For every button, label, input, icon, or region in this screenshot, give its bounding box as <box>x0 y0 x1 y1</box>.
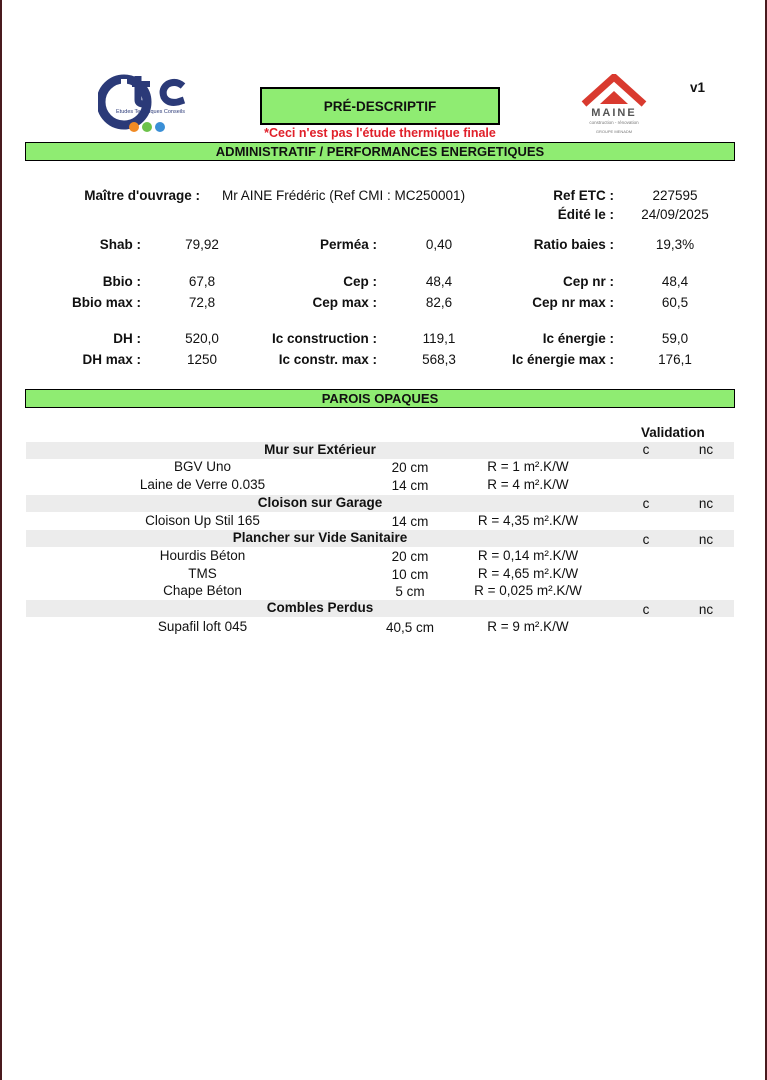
material-name: BGV Uno <box>173 459 232 474</box>
validation-c[interactable]: c <box>642 532 650 547</box>
material-resistance: R = 9 m².K/W <box>487 619 569 634</box>
maine-roof-icon <box>580 74 648 108</box>
ic-constr-max-value: 568,3 <box>422 352 456 367</box>
ic-energie-value: 59,0 <box>661 331 689 346</box>
disclaimer-note: *Ceci n'est pas l'étude thermique finale <box>264 126 496 140</box>
ref-etc-value: 227595 <box>652 188 698 203</box>
etc-logo-graphic <box>98 70 192 134</box>
validation-c[interactable]: c <box>642 602 650 617</box>
validation-c[interactable]: c <box>642 442 650 457</box>
ref-etc-label: Ref ETC : <box>553 188 614 203</box>
cep-max-value: 82,6 <box>425 295 453 310</box>
cep-nr-value: 48,4 <box>661 274 689 289</box>
group-title: Combles Perdus <box>266 600 374 615</box>
owner-value: Mr AINE Frédéric (Ref CMI : MC250001) <box>222 188 466 203</box>
material-thickness: 20 cm <box>391 460 429 475</box>
ic-energie-max-label: Ic énergie max : <box>511 352 614 367</box>
owner-label: Maître d'ouvrage : <box>84 188 200 203</box>
material-resistance: R = 4 m².K/W <box>487 477 569 492</box>
ic-construction-label: Ic construction : <box>271 331 377 346</box>
section-admin-title: ADMINISTRATIF / PERFORMANCES ENERGETIQUES <box>25 142 735 161</box>
material-name: Supafil loft 045 <box>157 619 248 634</box>
validation-header: Validation <box>641 425 705 440</box>
edited-value: 24/09/2025 <box>641 207 709 222</box>
validation-nc[interactable]: nc <box>698 532 714 547</box>
ic-energie-max-value: 176,1 <box>658 352 692 367</box>
maine-logo-name: MAINE <box>591 107 637 119</box>
material-resistance: R = 0,14 m².K/W <box>477 548 579 563</box>
shab-label: Shab : <box>99 237 141 252</box>
material-thickness: 40,5 cm <box>385 620 435 635</box>
material-name: Cloison Up Stil 165 <box>145 513 260 528</box>
material-thickness: 14 cm <box>391 478 429 493</box>
page-edge-left <box>0 0 2 1080</box>
dh-max-value: 1250 <box>186 352 218 367</box>
dh-max-label: DH max : <box>82 352 141 367</box>
dh-value: 520,0 <box>185 331 219 346</box>
material-thickness: 5 cm <box>395 584 425 599</box>
validation-nc[interactable]: nc <box>698 496 714 511</box>
material-thickness: 20 cm <box>391 549 429 564</box>
validation-c[interactable]: c <box>642 496 650 511</box>
material-name: Chape Béton <box>163 583 242 598</box>
validation-nc[interactable]: nc <box>698 602 714 617</box>
group-title: Cloison sur Garage <box>257 495 383 510</box>
bbio-max-value: 72,8 <box>188 295 216 310</box>
maine-logo-tagline: construction - rénovation <box>589 120 639 125</box>
maine-logo <box>580 74 648 138</box>
permea-label: Perméa : <box>319 237 377 252</box>
ic-constr-max-label: Ic constr. max : <box>278 352 377 367</box>
material-resistance: R = 1 m².K/W <box>487 459 569 474</box>
validation-nc[interactable]: nc <box>698 442 714 457</box>
cep-nr-max-value: 60,5 <box>661 295 689 310</box>
etc-logo-tagline: Etudes Techniques Conseils <box>116 109 185 115</box>
permea-value: 0,40 <box>425 237 453 252</box>
maine-logo-group: GROUPE MENADM <box>595 129 633 134</box>
material-resistance: R = 0,025 m².K/W <box>474 583 582 598</box>
material-resistance: R = 4,35 m².K/W <box>477 513 579 528</box>
material-resistance: R = 4,65 m².K/W <box>477 566 579 581</box>
version-label: v1 <box>690 80 706 95</box>
cep-nr-max-label: Cep nr max : <box>532 295 614 310</box>
cep-nr-label: Cep nr : <box>562 274 614 289</box>
bbio-label: Bbio : <box>102 274 141 289</box>
bbio-value: 67,8 <box>188 274 216 289</box>
material-name: Laine de Verre 0.035 <box>139 477 266 492</box>
group-title: Mur sur Extérieur <box>264 442 376 457</box>
cep-max-label: Cep max : <box>312 295 377 310</box>
cep-value: 48,4 <box>425 274 453 289</box>
section-parois-title: PAROIS OPAQUES <box>25 389 735 408</box>
ratio-baies-value: 19,3% <box>655 237 695 252</box>
shab-value: 79,92 <box>185 237 219 252</box>
dh-label: DH : <box>113 331 141 346</box>
material-name: TMS <box>188 566 217 581</box>
group-title: Plancher sur Vide Sanitaire <box>232 530 408 545</box>
cep-label: Cep : <box>343 274 377 289</box>
material-thickness: 10 cm <box>391 567 429 582</box>
document-title: PRÉ-DESCRIPTIF <box>260 87 500 125</box>
material-thickness: 14 cm <box>391 514 429 529</box>
bbio-max-label: Bbio max : <box>71 295 141 310</box>
edited-label: Édité le : <box>557 207 614 222</box>
ic-construction-value: 119,1 <box>422 331 456 346</box>
etc-logo <box>98 70 192 134</box>
material-name: Hourdis Béton <box>159 548 246 563</box>
ratio-baies-label: Ratio baies : <box>533 237 614 252</box>
ic-energie-label: Ic énergie : <box>542 331 614 346</box>
